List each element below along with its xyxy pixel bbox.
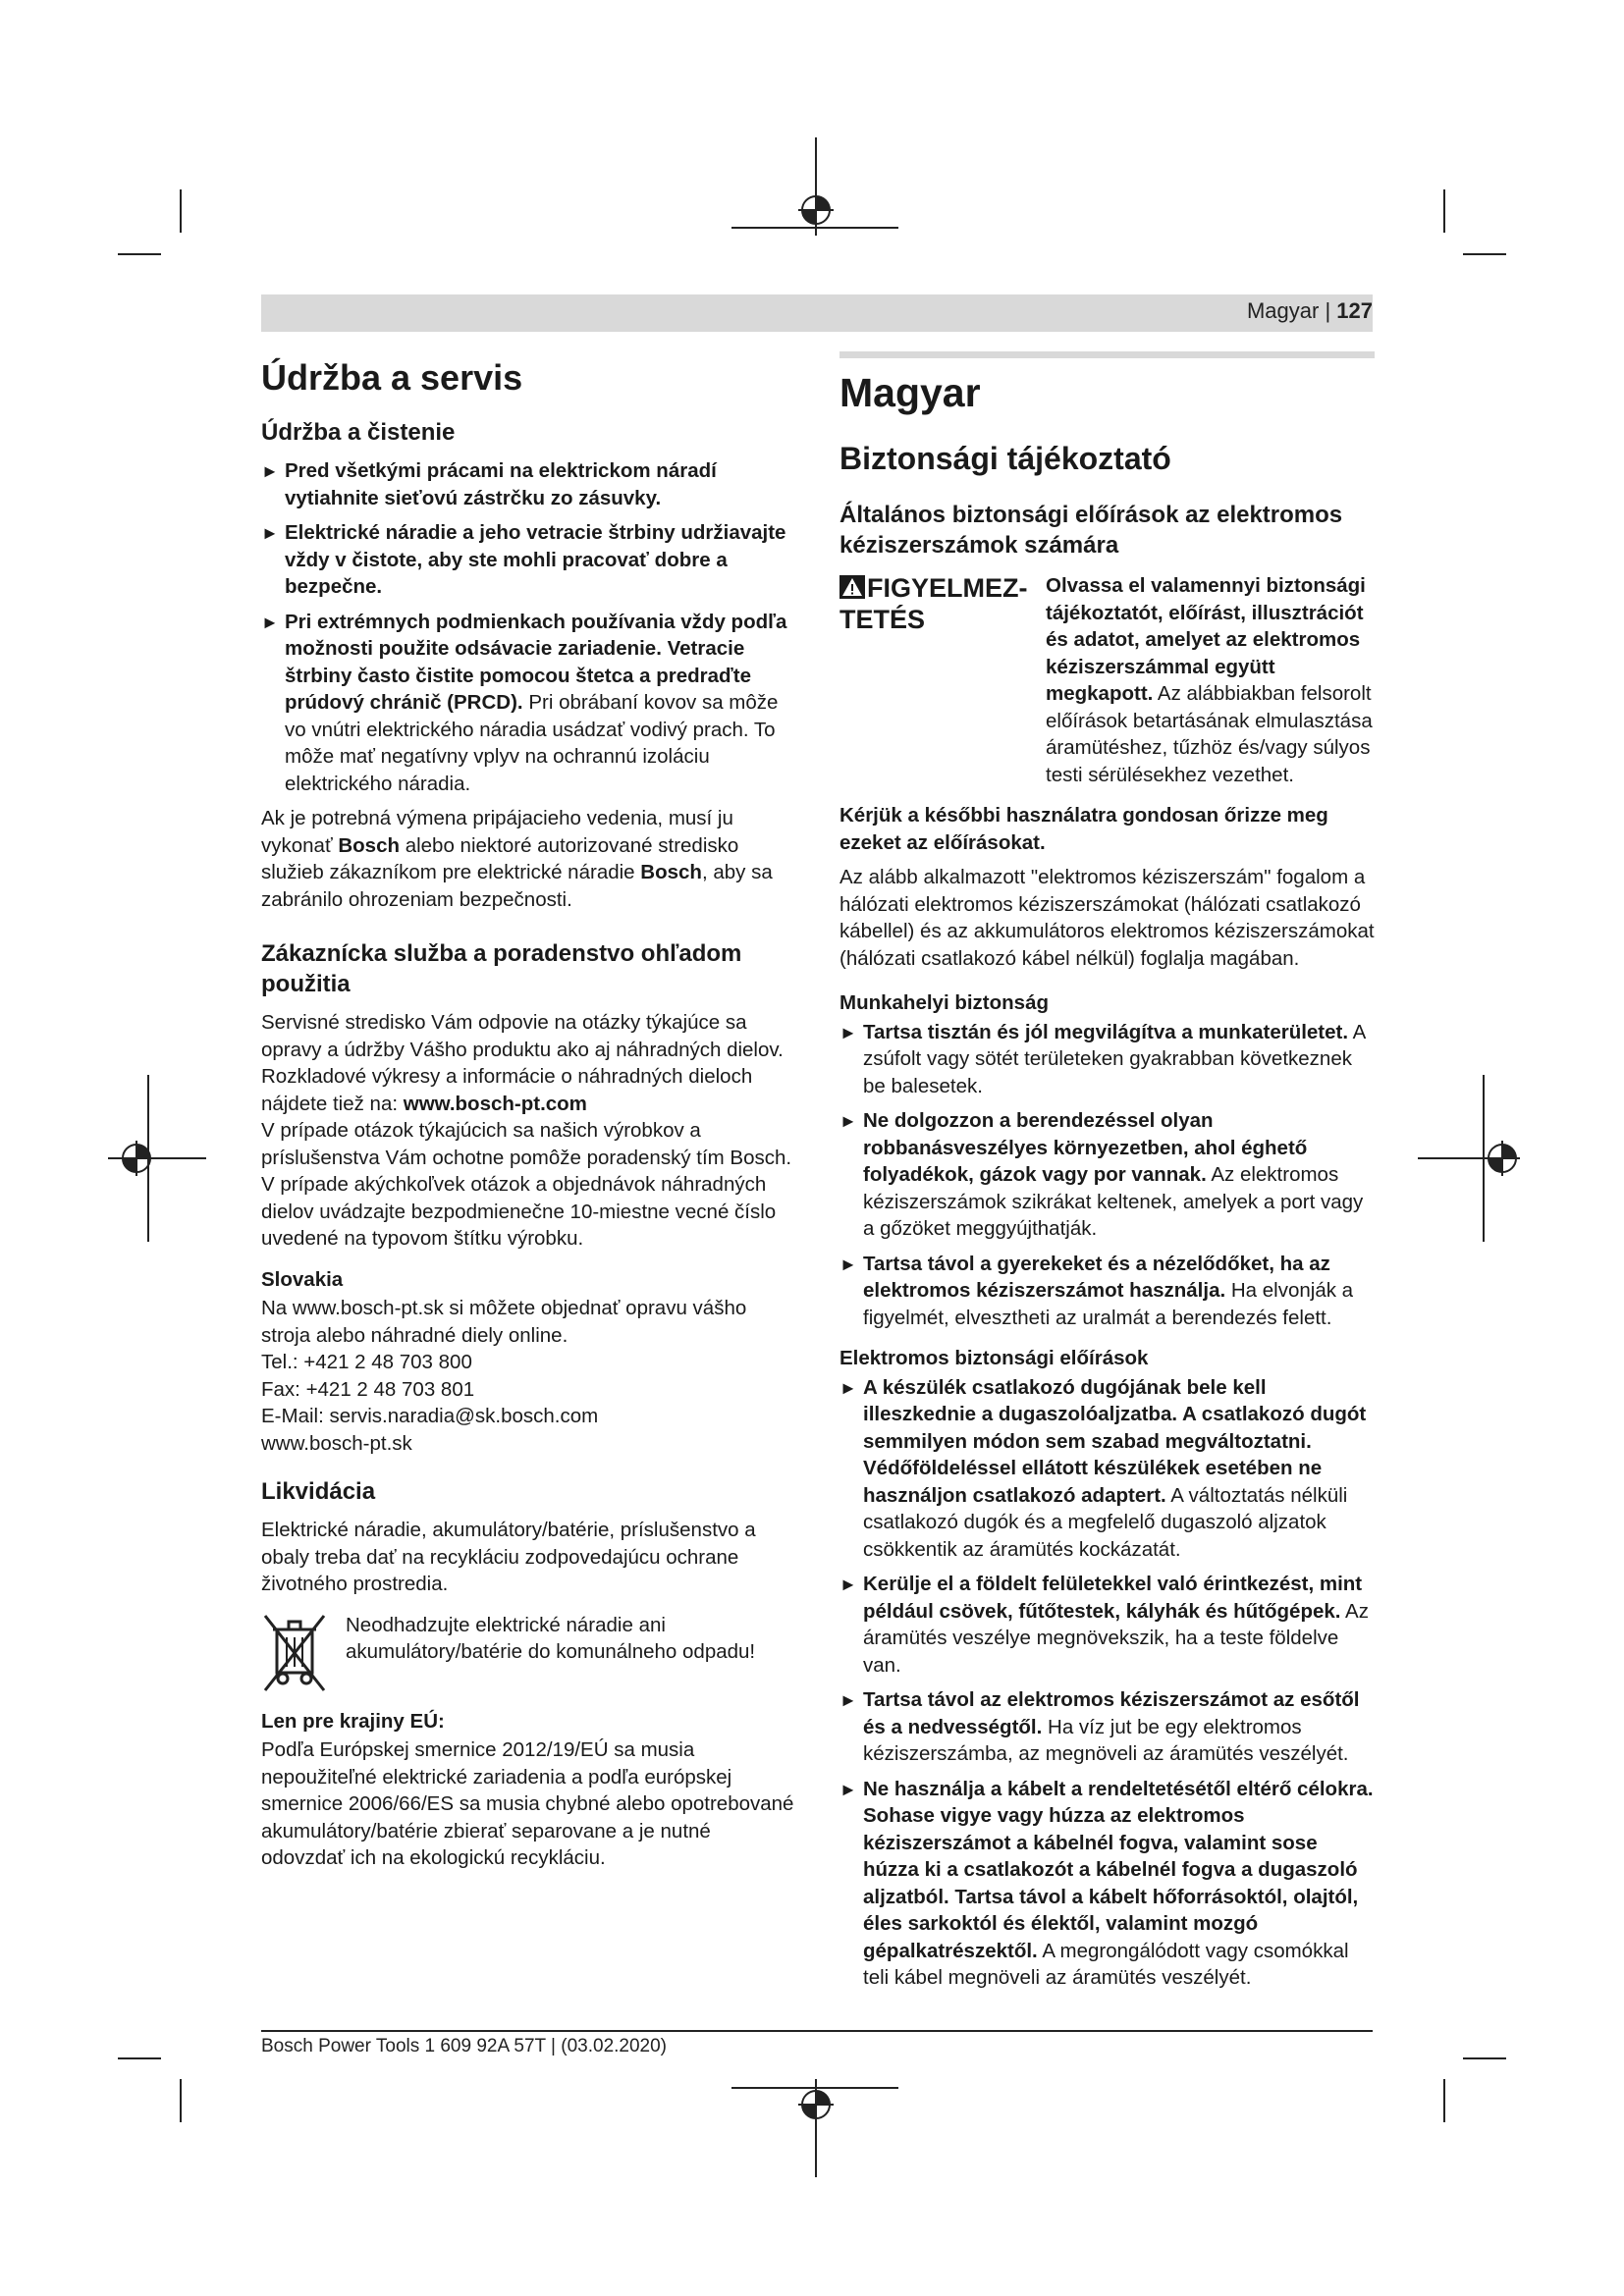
bullet-triangle-icon: ► bbox=[839, 1022, 857, 1042]
bullet-bold: Pri extrémnych podmienkach používania vždy podľa možnosti použite odsávacie zariadenie. Vetracie štrbiny často čistite pomocou štetca a predraďte prúdový chránič (PRCD). bbox=[285, 610, 787, 714]
footer-text: Bosch Power Tools 1 609 92A 57T | (03.02.2020) bbox=[261, 2036, 668, 2056]
header-separator: | bbox=[1319, 298, 1337, 323]
disposal-heading: Likvidácia bbox=[261, 1478, 376, 1505]
warning-bold: Olvassa el valamennyi biztonsági tájékoztatót, előírást, illusztrációt és adatot, amelyet az elektromos kéziszerszámmal együtt megkapott. bbox=[1046, 574, 1366, 705]
warning-label-line-2: TETÉS bbox=[839, 605, 926, 634]
list-item bbox=[839, 1374, 1375, 1564]
eu-heading: Len pre krajiny EÚ: bbox=[261, 1709, 445, 1733]
bullet-text: A zsúfolt vagy sötét területeken gyakrabban következnek be balesetek. bbox=[863, 1020, 1366, 1097]
safety-title: Biztonsági tájékoztató bbox=[839, 441, 1171, 476]
keep-instructions-heading: Kérjük a későbbi használatra gondosan őrizze meg ezeket az előírásokat. bbox=[839, 804, 1328, 854]
contact-email[interactable]: E-Mail: servis.naradia@sk.bosch.com bbox=[261, 1405, 599, 1427]
website-link[interactable]: www.bosch-pt.com bbox=[403, 1092, 587, 1115]
list-item bbox=[839, 1571, 1375, 1679]
bullet-triangle-icon: ► bbox=[839, 1111, 857, 1131]
warning-block bbox=[839, 572, 1375, 788]
list-item bbox=[261, 457, 795, 511]
header-section: Magyar bbox=[1246, 298, 1320, 323]
text: Servisné stredisko Vám odpovie na otázky týkajúce sa opravy a údržby Vášho produktu ako aj náhradných dielov. Rozkladové výkresy a informácie o náhradných dieloch nájdete tiež na: bbox=[261, 1011, 784, 1115]
warning-text bbox=[1046, 572, 1375, 788]
service-paragraph: V prípade otázok týkajúcich sa našich výrobkov a príslušenstva Vám ochotne pomôže poradenský tím Bosch. bbox=[261, 1119, 792, 1169]
bullet-triangle-icon: ► bbox=[839, 1575, 857, 1594]
crop-mark bbox=[1443, 189, 1445, 233]
crop-mark bbox=[1463, 2057, 1506, 2059]
list-item bbox=[839, 1107, 1375, 1243]
bullet-text: Pri obrábaní kovov sa môže vo vnútri elektrického náradia usádzať vodivý prach. To môže mať negatívny vplyv na ochrannú izoláciu elektrického náradia. bbox=[285, 691, 779, 795]
list-item bbox=[261, 519, 795, 601]
bullet-text: Ha elvonják a figyelmét, elvesztheti az uralmát a berendezés felett. bbox=[863, 1279, 1354, 1329]
registration-target-icon bbox=[1485, 1141, 1520, 1176]
crop-mark bbox=[180, 189, 182, 233]
section-title: Údržba a servis bbox=[261, 357, 523, 398]
crop-mark bbox=[118, 2057, 161, 2059]
contact-fax: Fax: +421 2 48 703 801 bbox=[261, 1377, 475, 1401]
warning-label-line-1: FIGYELMEZ- bbox=[867, 573, 1028, 603]
bullet-triangle-icon: ► bbox=[261, 612, 279, 632]
cable-replacement-paragraph bbox=[261, 805, 795, 913]
running-header bbox=[1247, 298, 1373, 324]
bullet-text: Az áramütés veszélye megnövekszik, ha a teste földelve van. bbox=[863, 1599, 1369, 1677]
bullet-bold: Pred všetkými prácami na elektrickom náradí vytiahnite sieťovú zástrčku zo zásuvky. bbox=[285, 459, 717, 509]
page-number: 127 bbox=[1336, 298, 1373, 323]
work-area-heading: Munkahelyi biztonság bbox=[839, 991, 1049, 1014]
general-safety-heading: Általános biztonsági előírások az elektromos kéziszerszámok számára bbox=[839, 502, 1343, 559]
bullet-triangle-icon: ► bbox=[261, 523, 279, 543]
list-item bbox=[261, 609, 795, 798]
left-column bbox=[261, 339, 795, 1872]
bullet-text: Ha víz jut be egy elektromos kéziszerszámba, az megnöveli az áramütés veszélyét. bbox=[863, 1715, 1349, 1765]
bullet-bold: Ne használja a kábelt a rendeltetésétől eltérő célokra. Sohase vigye vagy húzza az elektromos kéziszerszámot a kábelnél fogva, valamint sose húzza ki a csatlakozót a kábelnél fogva a dugaszoló aljzatból. Tartsa távol a kábelt hőforrásoktól, olajtól, éles sarkoktól és élektől, valamint mozgó gépalkatrészektől. bbox=[863, 1777, 1374, 1962]
list-item bbox=[839, 1251, 1375, 1332]
crop-mark bbox=[1463, 253, 1506, 255]
crossed-out-bin-icon bbox=[261, 1612, 328, 1694]
warning-triangle-icon bbox=[839, 575, 865, 599]
language-title: Magyar bbox=[839, 370, 981, 415]
text: Ak je potrebná výmena pripájacieho vedenia, musí ju vykonať bbox=[261, 807, 733, 857]
list-item bbox=[839, 1686, 1375, 1768]
bullet-bold: A készülék csatlakozó dugójának bele kell illeszkednie a dugaszolóaljzatba. A csatlakozó dugót semmilyen módon sem szabad megváltoztatni. Védőföldeléssel ellátott készülékek esetében ne használjon csatlakozó adaptert. bbox=[863, 1375, 1367, 1507]
crop-mark bbox=[1443, 2079, 1445, 2122]
bullet-triangle-icon: ► bbox=[261, 461, 279, 481]
list-item bbox=[839, 1019, 1375, 1100]
crop-mark bbox=[180, 2079, 182, 2122]
contact-website[interactable]: www.bosch-pt.sk bbox=[261, 1431, 412, 1455]
disposal-paragraph: Elektrické náradie, akumulátory/batérie, príslušenstvo a obaly treba dať na recykláciu zodpovedajúcu ochrane životného prostredia. bbox=[261, 1519, 756, 1595]
list-item bbox=[839, 1776, 1375, 1992]
bullet-bold: Tartsa távol az elektromos kéziszerszámot az esőtől és a nedvességtől. bbox=[863, 1688, 1360, 1738]
eu-paragraph: Podľa Európskej smernice 2012/19/EÚ sa musia nepoužiteľné elektrické zariadenia a podľa európskej smernice 2006/66/ES sa musia chybné alebo opotrebované akumulátory/batérie zbierať separovane a je nutné odovzdať ich na ekologickú recykláciu. bbox=[261, 1738, 794, 1869]
service-paragraph: V prípade akýchkoľvek otázok a objednávok náhradných dielov uvádzajte bezpodmienečne 10-miestne vecné číslo uvedené na typovom štítku výrobku. bbox=[261, 1173, 777, 1250]
bullet-bold: Tartsa tisztán és jól megvilágítva a munkaterületet. bbox=[863, 1020, 1349, 1043]
warning-normal: Az alábbiakban felsorolt előírások betartásának elmulasztása áramütéshez, tűzhöz és/vagy súlyos testi sérülésekhez vezethet. bbox=[1046, 682, 1373, 786]
registration-target-icon bbox=[798, 2087, 834, 2122]
header-band bbox=[261, 294, 1373, 332]
definition-paragraph: Az alább alkalmazott "elektromos kéziszerszám" fogalom a hálózati elektromos kéziszerszámokat (hálózati csatlakozó kábellel) és az akkumulátoros elektromos kéziszerszámokat (hálózati csatlakozó kábel nélkül) foglalja magában. bbox=[839, 866, 1375, 970]
bullet-bold: Ne dolgozzon a berendezéssel olyan robbanásveszélyes környezetben, ahol éghető folyadékok, gázok vagy por vannak. bbox=[863, 1109, 1308, 1186]
bullet-triangle-icon: ► bbox=[839, 1690, 857, 1710]
country-heading: Slovakia bbox=[261, 1267, 344, 1291]
warning-label bbox=[839, 572, 1046, 635]
text: , aby sa zabránilo ohrozeniam bezpečnosti. bbox=[261, 861, 773, 911]
registration-target-icon bbox=[798, 192, 834, 228]
text: alebo niektoré autorizované stredisko služieb zákazníkom pre elektrické náradie bbox=[261, 833, 739, 883]
bullet-triangle-icon: ► bbox=[839, 1254, 857, 1274]
weee-text: Neodhadzujte elektrické náradie ani akumulátory/batérie do komunálneho odpadu! bbox=[346, 1613, 756, 1663]
contact-phone: Tel.: +421 2 48 703 800 bbox=[261, 1351, 472, 1373]
bullet-triangle-icon: ► bbox=[839, 1779, 857, 1799]
electrical-safety-heading: Elektromos biztonsági előírások bbox=[839, 1347, 1149, 1369]
brand-text: Bosch bbox=[640, 861, 702, 883]
weee-notice bbox=[261, 1612, 795, 1694]
bullet-bold: Tartsa távol a gyerekeket és a nézelődőket, ha az elektromos kéziszerszámot használja. bbox=[863, 1252, 1330, 1302]
bullet-text: Az elektromos kéziszerszámok szikrákat keltenek, amelyek a port vagy a gőzöket meggyújthatják. bbox=[863, 1163, 1364, 1240]
bullet-bold: Elektrické náradie a jeho vetracie štrbiny udržiavajte vždy v čistote, aby ste mohli pracovať dobre a bezpečne. bbox=[285, 521, 786, 598]
crop-mark bbox=[118, 253, 161, 255]
maintenance-heading: Údržba a čistenie bbox=[261, 419, 456, 446]
service-heading: Zákaznícka služba a poradenstvo ohľadom použitia bbox=[261, 940, 742, 997]
service-paragraph bbox=[261, 1009, 795, 1117]
bullet-triangle-icon: ► bbox=[839, 1377, 857, 1398]
bullet-text: A változtatás nélküli csatlakozó dugók és a megfelelő dugaszoló aljzatok csökkentik az áramütés kockázatát. bbox=[863, 1483, 1348, 1561]
contact-line: Na www.bosch-pt.sk si môžete objednať opravu vášho stroja alebo náhradné diely online. bbox=[261, 1297, 747, 1347]
right-column bbox=[839, 339, 1375, 2000]
bullet-bold: Kerülje el a földelt felületekkel való érintkezést, mint például csövek, fűtőtestek, kályhák és hűtőgépek. bbox=[863, 1573, 1363, 1623]
bullet-text: A megrongálódott vagy csomókkal teli kábel megnöveli az áramütés veszélyét. bbox=[863, 1939, 1349, 1989]
registration-target-icon bbox=[119, 1141, 154, 1176]
brand-text: Bosch bbox=[338, 833, 400, 857]
footer-rule bbox=[261, 2030, 1373, 2032]
